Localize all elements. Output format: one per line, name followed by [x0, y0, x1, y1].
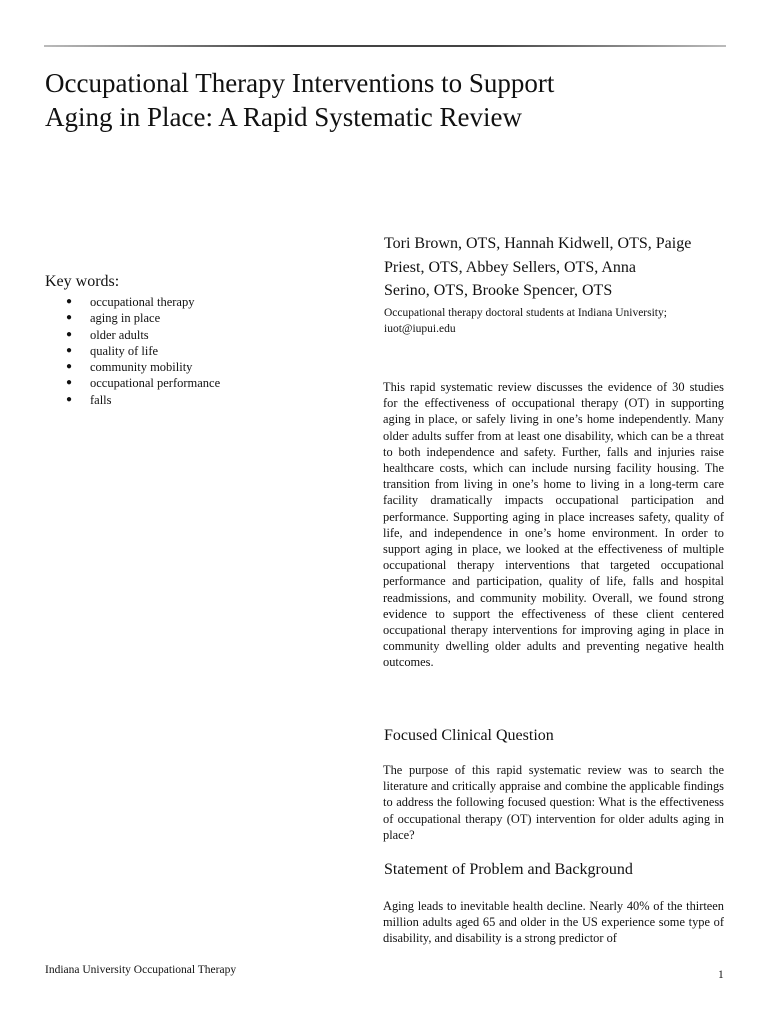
page-number: 1	[718, 969, 724, 981]
header-rule	[44, 45, 726, 47]
keyword-item	[45, 294, 345, 310]
author-line-1: Tori Brown, OTS, Hannah Kidwell, OTS, Paige	[384, 235, 692, 252]
keyword-item	[45, 392, 345, 408]
bullet-icon: ●	[66, 344, 73, 356]
bullet-icon: ●	[66, 312, 73, 324]
keyword-item	[45, 375, 345, 391]
keyword-text: occupational performance	[90, 376, 221, 391]
clinical-question-heading: Focused Clinical Question	[384, 727, 554, 744]
keyword-text: older adults	[90, 327, 149, 342]
keyword-item	[45, 327, 345, 343]
author-list	[384, 232, 726, 303]
bullet-icon: ●	[66, 393, 73, 405]
keyword-item	[45, 359, 345, 375]
background-heading: Statement of Problem and Background	[384, 861, 633, 878]
bullet-icon: ●	[66, 296, 73, 307]
keyword-text: falls	[90, 392, 112, 407]
paper-title	[45, 66, 685, 134]
paper-title-line-2: Aging in Place: A Rapid Systematic Review	[45, 102, 522, 132]
keywords-block	[45, 272, 345, 408]
keywords-heading: Key words:	[45, 273, 120, 290]
affiliation-text: Occupational therapy doctoral students at Indiana University;	[384, 307, 667, 319]
author-line-2: Priest, OTS, Abbey Sellers, OTS, Anna	[384, 258, 636, 276]
keywords-list	[45, 294, 345, 408]
author-affiliation	[384, 305, 726, 337]
keyword-text: community mobility	[90, 360, 193, 375]
keyword-text: quality of life	[90, 343, 159, 358]
bullet-icon: ●	[66, 361, 73, 373]
clinical-question-paragraph: The purpose of this rapid systematic review was to search the literature and critically appraise and combine the applicable findings to address the following focused question: What is the effectiveness of occupational therapy (OT) intervention for older adults aging in place?	[383, 763, 724, 842]
author-line-3: Serino, OTS, Brooke Spencer, OTS	[384, 282, 613, 300]
background-paragraph: Aging leads to inevitable health decline. Nearly 40% of the thirteen million adults aged 65 and older in the US experience some type of disability, and disability is a strong predictor of	[383, 899, 724, 946]
bullet-icon: ●	[66, 377, 73, 389]
bullet-icon: ●	[66, 328, 73, 340]
abstract-paragraph: This rapid systematic review discusses the evidence of 30 studies for the effectiveness of occupational therapy (OT) in supporting aging in place, or safely living in one’s home independently. Many older adults suffer from at least one disability, which can be a threat to both independence and safety. Further, falls and injuries raise healthcare costs, which can include nursing facility housing. The transition from living in one’s home to living in a long-term care facility dramatically impacts occupational participation and performance. Supporting aging in place increases safety, quality of life, and independence in one’s home environment. In order to support aging in place, we looked at the effectiveness of multiple occupational therapy interventions that targeted occupational performance and participation, quality of life, falls and hospital readmissions, and community mobility. Overall, we found strong evidence to support the effectiveness of these client centered occupational therapy interventions for improving aging in place in community dwelling older adults and preventing negative health outcomes.	[383, 380, 724, 670]
contact-email: iuot@iupui.edu	[384, 323, 456, 335]
keyword-text: occupational therapy	[90, 295, 195, 309]
keyword-item	[45, 310, 345, 326]
keyword-item	[45, 343, 345, 359]
paper-title-line-1: Occupational Therapy Interventions to Support	[45, 68, 555, 98]
footer-journal: Indiana University Occupational Therapy	[45, 964, 237, 976]
keyword-text: aging in place	[90, 311, 161, 326]
